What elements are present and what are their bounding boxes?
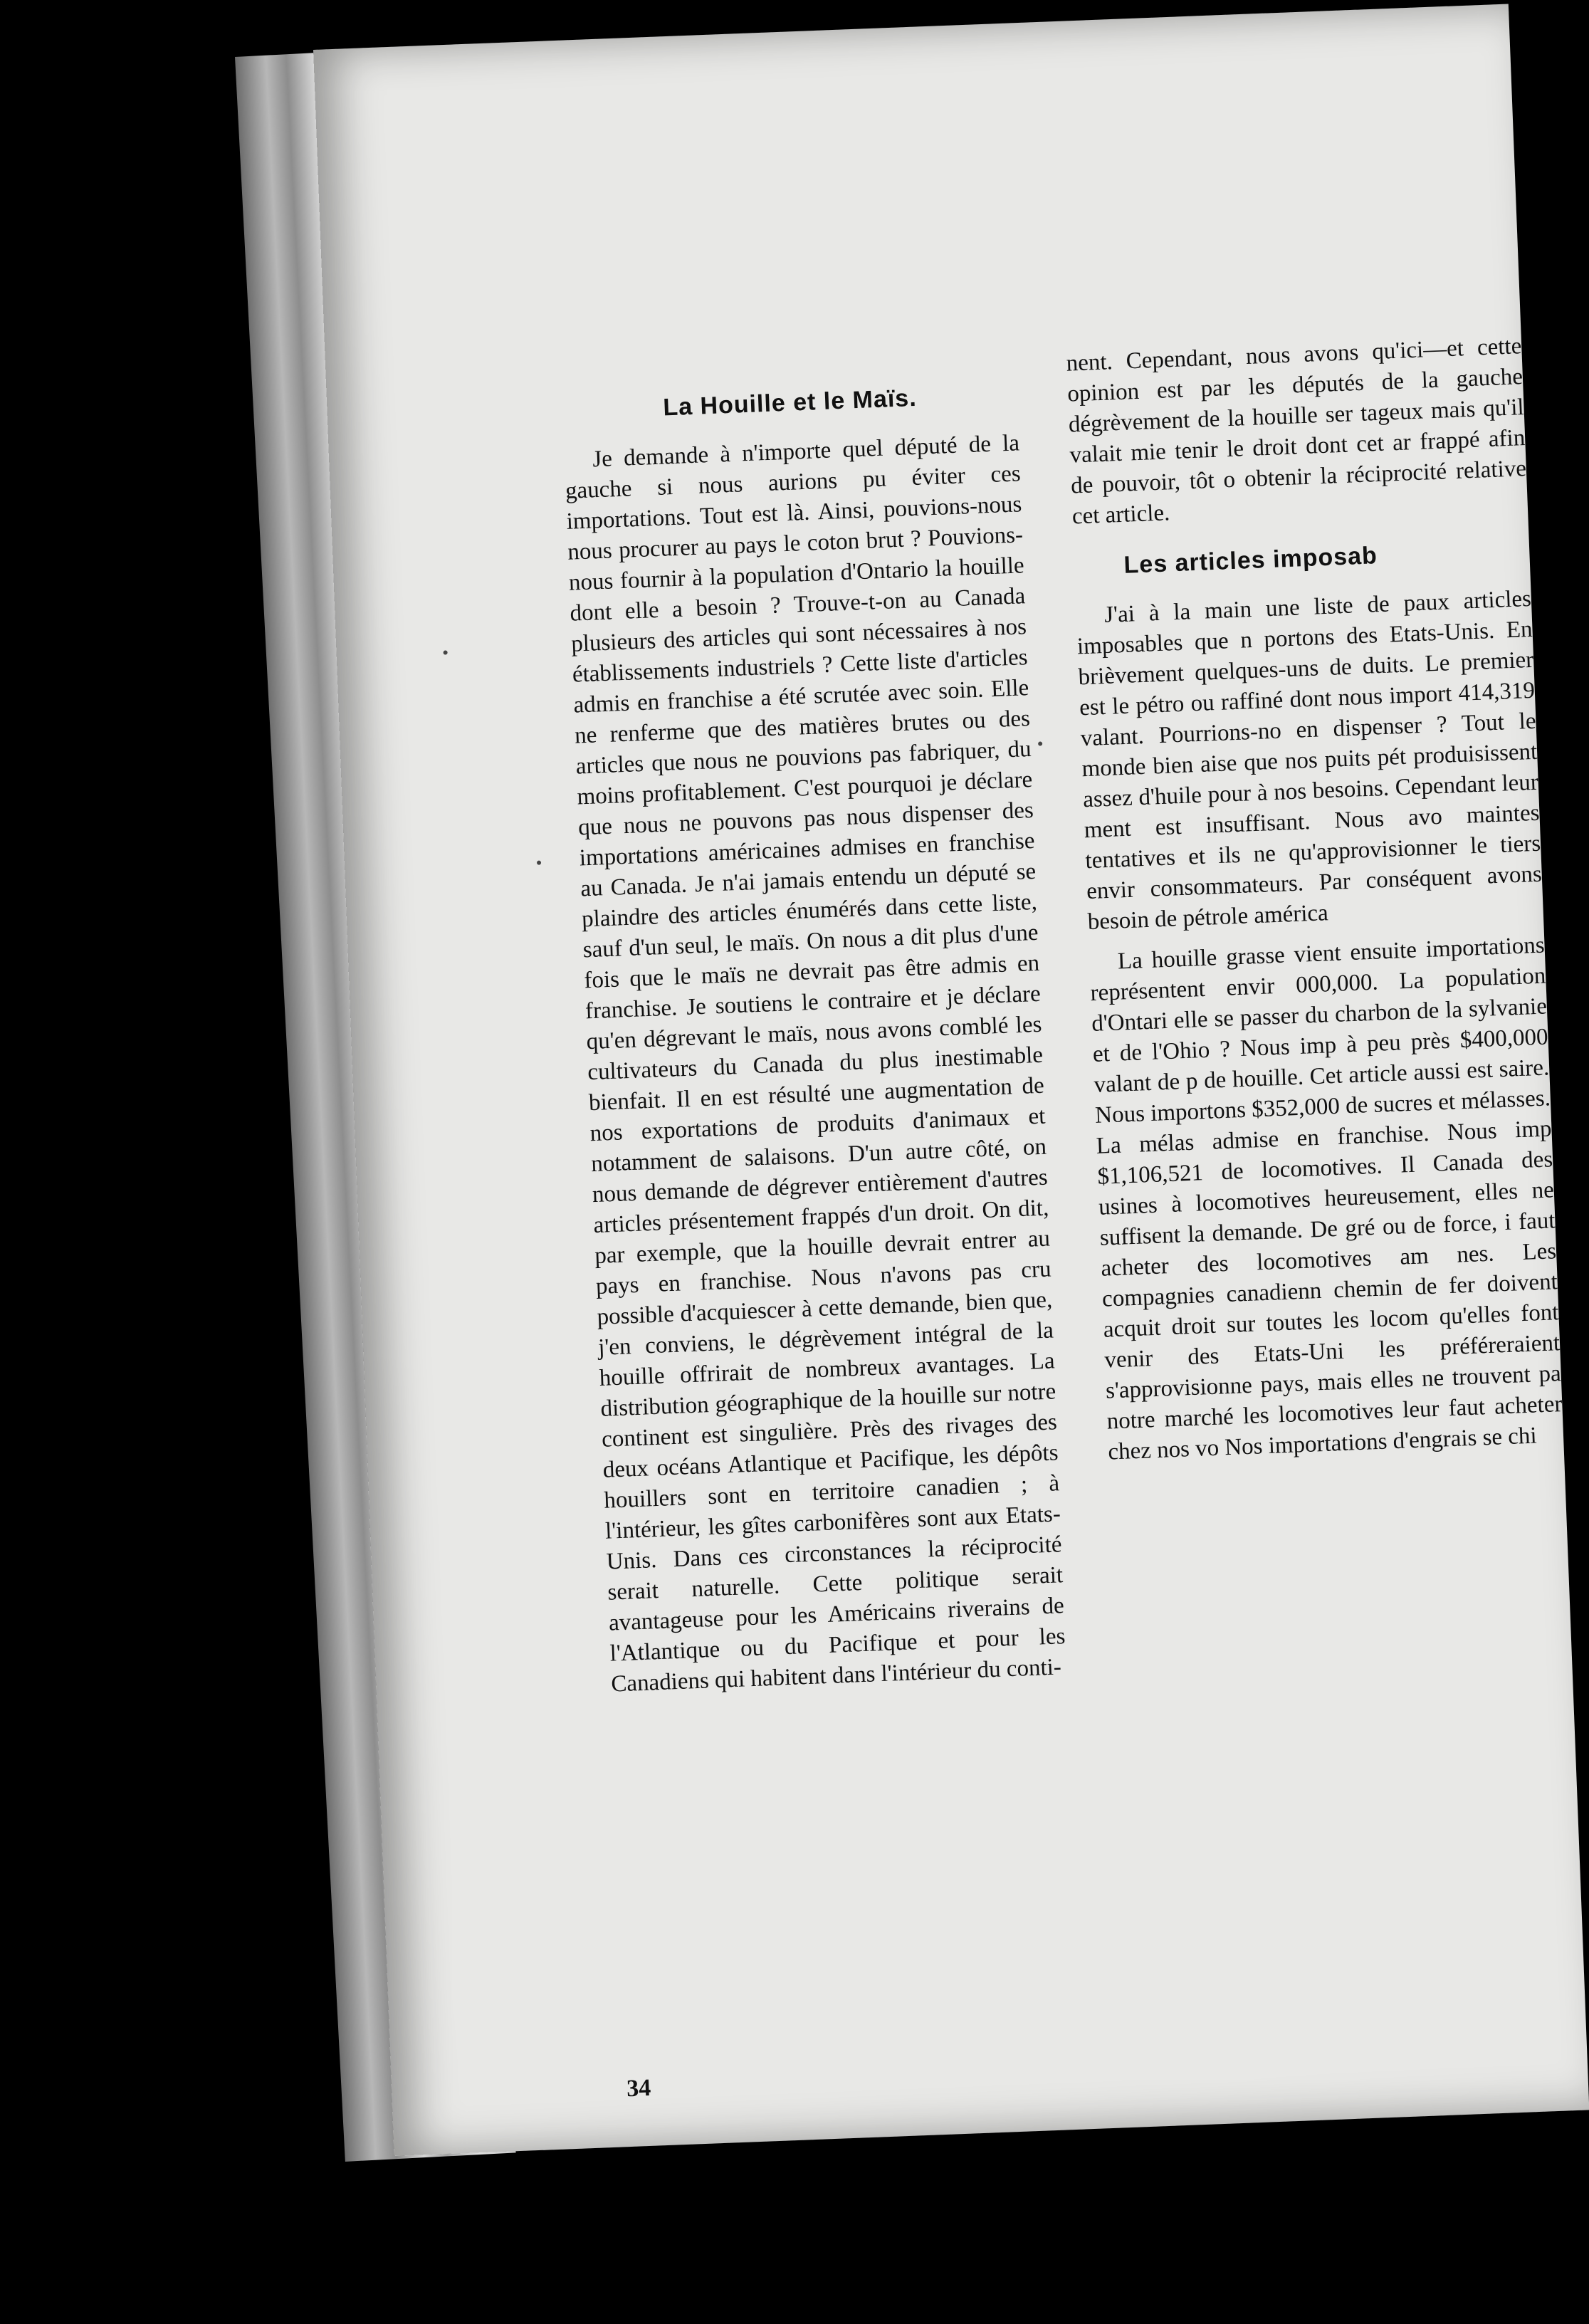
scan-speck — [1038, 741, 1042, 745]
section-heading-articles-imposables: Les articles imposab — [1123, 542, 1378, 579]
scan-speck — [444, 650, 448, 654]
right-column-paragraph-houille-grasse: La houille grasse vient ensuite importations représentent envir 000,000. La population d'Ontari elle se passer du charbon de la sylvanie et de l'Ohio ? Nous imp à peu près $400,000 valant de p de houille. Cet article aussi est saire. Nous importons $352,000 de sucres et mélasses. La mélas admise en franchise. Nous imp $1,106,521 de locomotives. Il Canada des usines à locomotives heureusement, elles ne suffisent la demande. De gré ou de force, i faut acheter des locomotives am nes. Les compagnies canadienn chemin de fer doivent acquit droit sur toutes les locom qu'elles font venir des Etats-Uni les préféreraient s'approvisionne pays, mais elles ne trouvent pa notre marché les locomotives leur faut acheter chez nos vo Nos importations d'engrais se chi — [1089, 932, 1563, 1465]
right-column-paragraph-petrole: J'ai à la main une liste de paux articles imposables que n portons des Etats-Unis. En brièvement quelques-uns de duits. Le premier est le pétro ou raffiné dont nous import 414,319 valant. Pourrions-no en dispenser ? Tout le monde bien aise que nos puits pét produisissent assez d'huile pour à nos besoins. Cependant leur ment est insuffisant. Nous avo maintes tentatives et ils ne qu'approvisionner le tiers envir consommateurs. Par conséquent avons besoin de pétrole américa — [1076, 585, 1543, 936]
page-number: 34 — [626, 2074, 651, 2103]
book-page — [313, 4, 1589, 2156]
scan-speck — [537, 861, 541, 865]
right-column-continuation-paragraph: nent. Cependant, nous avons qu'ici—et cette opinion est par les députés de la gauche dégrèvement de la houille ser tageux mais qu'il valait mie tenir le droit dont cet ar frappé afin de pouvoir, tôt o obtenir la réciprocité relative cet article. — [1066, 333, 1527, 530]
right-column — [1066, 331, 1564, 1477]
left-column — [562, 379, 1067, 1710]
section-heading-houille-mais: La Houille et le Maïs. — [662, 384, 918, 422]
left-column-paragraph: Je demande à n'importe quel député de la gauche si nous aurions pu éviter ces importations. Tout est là. Ainsi, pouvions-nous nous procurer au pays le coton brut ? Pouvions-nous fournir à la population d'Ontario la houille dont elle a besoin ? Trouve-t-on au Canada plusieurs des articles qui sont nécessaires à nos établissements industriels ? Cette liste d'articles admis en franchise a été scrutée avec soin. Elle ne renferme que des matières brutes ou des articles que nous ne pouvions pas fabriquer, du moins profitablement. C'est pourquoi je déclare que nous ne pouvons pas nous dispenser des importations américaines admises en franchise au Canada. Je n'ai jamais entendu un député se plaindre des articles énumérés dans cette liste, sauf d'un seul, le maïs. On nous a dit plus d'une fois que le maïs ne devrait pas être admis en franchise. Je soutiens le contraire et je déclare qu'en dégrevant le maïs, nous avons comblé les cultivateurs du Canada du plus inestimable bienfait. Il en est résulté une augmentation de nos exportations de produits d'animaux et notamment de salaisons. D'un autre côté, on nous demande de dégrever entièrement d'autres articles présentement frappés d'un droit. On dit, par exemple, que la houille devrait entrer au pays en franchise. Nous n'avons pas cru possible d'acquiescer à cette demande, bien que, j'en conviens, le dégrèvement intégral de la houille offrirait de nombreux avantages. La distribution géographique de la houille sur notre continent est singulière. Près des rivages des deux océans Atlantique et Pacifique, les dépôts houillers sont en territoire canadien ; à l'intérieur, les gîtes carbonifères sont aux Etats-Unis. Dans ces circonstances la réciprocité serait naturelle. Cette politique serait avantageuse pour les Américains riverains de l'Atlantique ou du Pacifique et pour les Canadiens qui habitent dans l'intérieur du conti- — [565, 430, 1066, 1697]
